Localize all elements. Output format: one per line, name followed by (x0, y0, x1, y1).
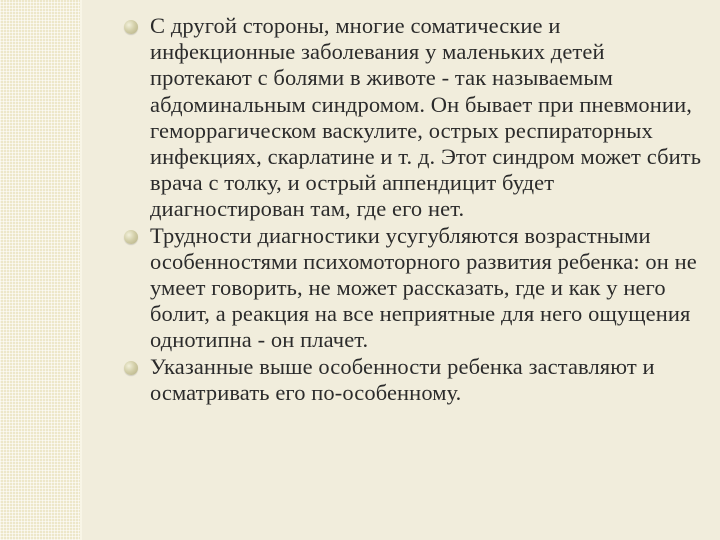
bullet-text: С другой стороны, многие соматические и инфекционные заболевания у маленьких детей протекают с болями в животе - так называемым абдоминальным синдромом. Он бывает при пневмонии, геморрагическом васкулите, острых респираторных инфекциях, скарлатине и т. д. Этот синдром может сбить врача с толку, и острый аппендицит будет диагностирован там, где его нет. (150, 13, 702, 222)
bullet-list (124, 13, 704, 406)
bullet-item (124, 13, 704, 223)
bullet-dot-icon (124, 230, 138, 244)
bullet-item (124, 223, 704, 354)
bullet-item (124, 354, 704, 406)
bullet-text: Указанные выше особенности ребенка заставляют и осматривать его по-особенному. (150, 353, 655, 405)
bullet-dot-icon (124, 20, 138, 34)
decorative-left-strip (0, 0, 80, 540)
bullet-dot-icon (124, 361, 138, 375)
bullet-text: Трудности диагностики усугубляются возрастными особенностями психомоторного развития ребенка: он не умеет говорить, не может рассказать, где и как у него болит, а реакция на все неприятные для него ощущения однотипна - он плачет. (150, 222, 697, 353)
